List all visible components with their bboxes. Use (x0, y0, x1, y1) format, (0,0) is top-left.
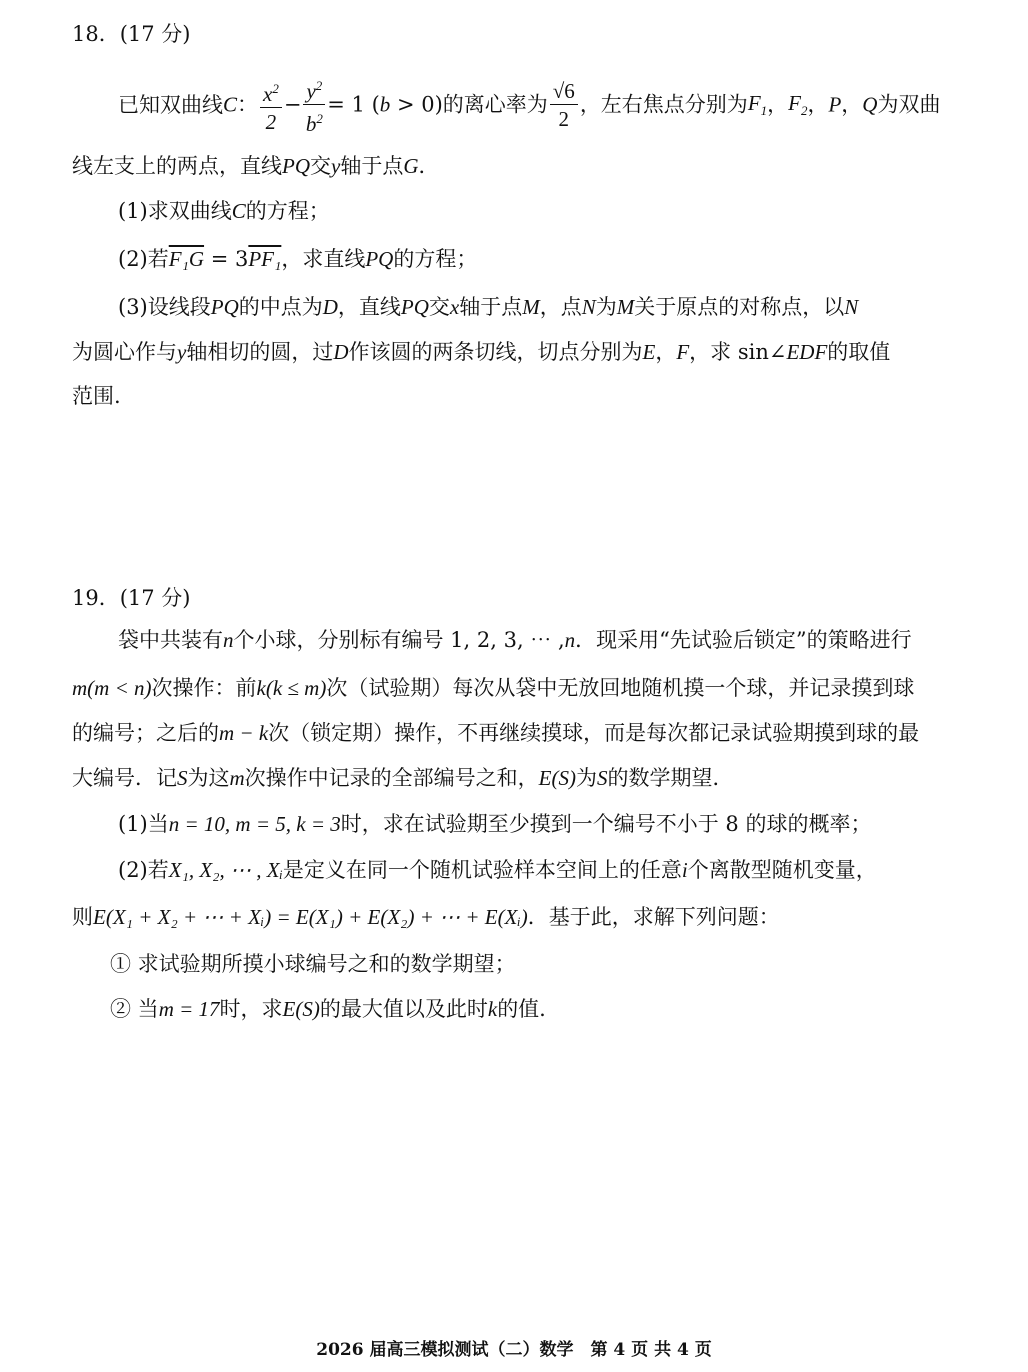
q19-part2-line2: 则E(X₁ + X₂ + ⋯ + Xᵢ) = E(X₁) + E(X₂) + ⋯ + E(Xᵢ)．基于此，求解下列问题： (72, 905, 780, 929)
q18-header: 18．(17 分) (72, 22, 191, 46)
q19-line4: 大编号．记S为这m次操作中记录的全部编号之和，E(S)为S的数学期望． (72, 766, 734, 790)
q19-line3: 的编号；之后的m − k次（锁定期）操作，不再继续摸球，而是每次都记录试验期摸到球的最 (72, 721, 920, 745)
page-footer: 2026 届高三模拟测试（二）数学 第 4 页 共 4 页 (316, 1340, 712, 1360)
q19-header: 19．(17 分) (72, 586, 191, 610)
q18-part2: (2)若F₁G = 3PF₁，求直线PQ的方程； (118, 247, 478, 271)
q18-part3-line1: (3)设线段PQ的中点为D，直线PQ交x轴于点M，点N为M关于原点的对称点，以N (118, 295, 859, 319)
fraction-x2-over-2: $\frac{x^2}{2}$ (260, 77, 282, 134)
q18-part3-line3: 范围. (72, 384, 121, 408)
q19-line1: 袋中共装有n个小球，分别标有编号 1, 2, 3, ⋯ ,n．现采用“先试验后锁定”的策略进行 (118, 628, 912, 652)
q18-line2: 线左支上的两点，直线PQ交y轴于点G． (72, 154, 440, 178)
fraction-sqrt6-over-2: $\frac{√6}{2}$ (550, 79, 578, 131)
q19-part2-line1: (2)若X₁, X₂, ⋯ , Xᵢ是定义在同一个随机试验样本空间上的任意i个离散型随机变量， (118, 858, 877, 882)
q19-part1: (1)当n = 10, m = 5, k = 3时，求在试验期至少摸到一个编号不小于 8 的球的概率； (118, 812, 872, 836)
q18-part1: (1)求双曲线C的方程； (118, 199, 330, 223)
q19-line2: m(m < n)次操作：前k(k ≤ m)次（试验期）每次从袋中无放回地随机摸一个球，并记录摸到球 (72, 676, 915, 700)
q19-subpart2: ② 当m = 17时，求E(S)的最大值以及此时k的值. (110, 997, 546, 1021)
fraction-y2-over-b2: $\frac{y^2}{b^2}$ (303, 74, 325, 136)
q18-line1: 已知双曲线C： $\frac{x^2}{2}$ − $\frac{y^2}{b^2}$ = 1 (b > 0)的离心率为 $\frac{√6}{2}$ ，左右焦点分别为$F_1$，$F_2$，P，Q为双曲 (118, 74, 940, 134)
q19-subpart1: ① 求试验期所摸小球编号之和的数学期望； (110, 952, 516, 976)
q18-part3-line2: 为圆心作与y轴相切的圆，过D作该圆的两条切线，切点分别为E，F，求 sin∠EDF的取值 (72, 340, 891, 364)
